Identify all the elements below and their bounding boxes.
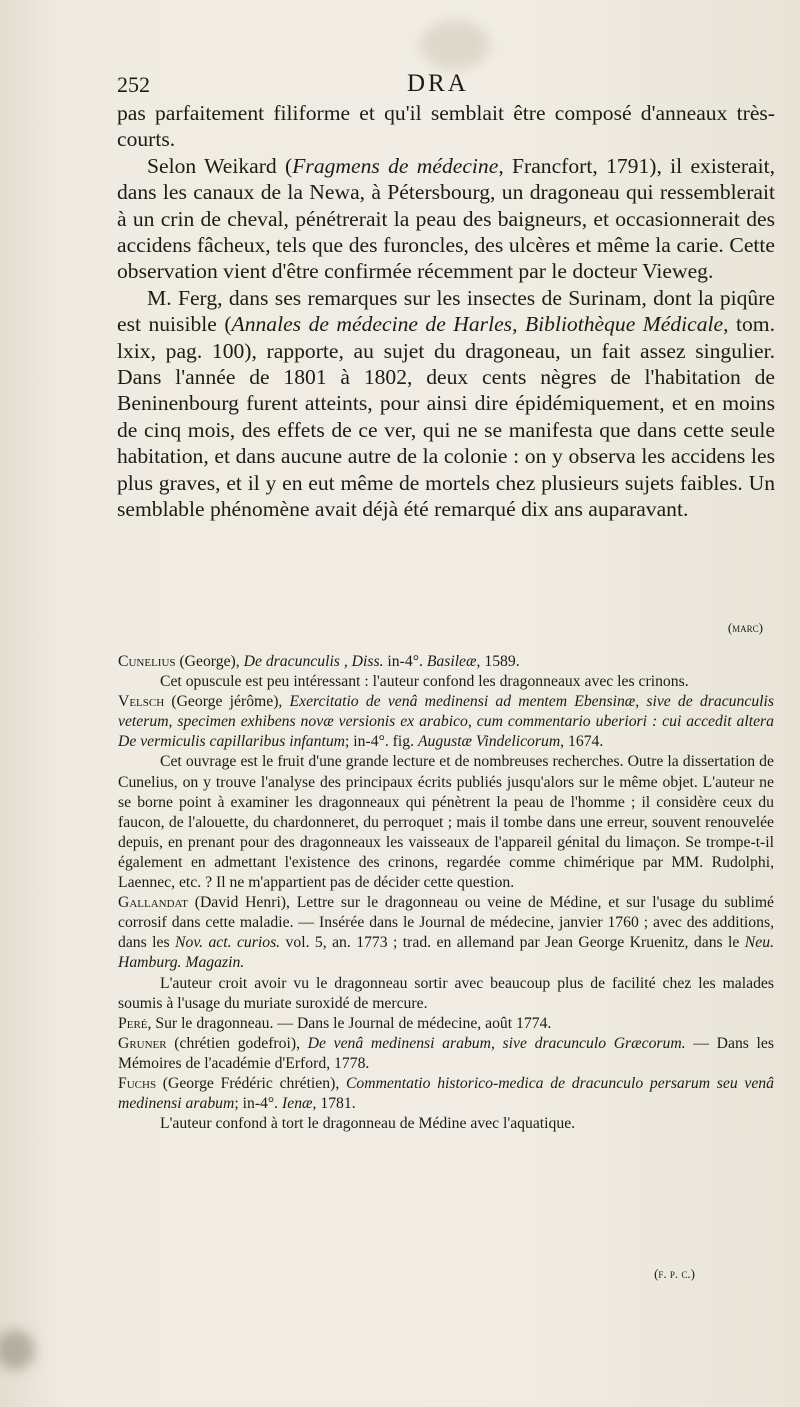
entry-text: , Sur le dragonneau. — Dans le Journal de médecine, août 1774. xyxy=(147,1014,552,1032)
entry-place: Augustæ Vindelicorum xyxy=(417,733,561,751)
main-text xyxy=(117,100,775,523)
paper-stain xyxy=(420,20,490,70)
biblio-note: L'auteur croit avoir vu le dragonneau sortir avec beaucoup plus de facilité chez les malades soumis à l'usage du muriate suroxidé de mercure. xyxy=(118,974,774,1012)
author-signature: (f. p. c.) xyxy=(654,1266,695,1281)
biblio-note: Cet ouvrage est le fruit d'une grande lecture et de nombreuses recherches. Outre la dissertation de Cunelius, on y trouve l'analyse des principaux écrits publiés jusqu'alors sur le même objet. L'auteur ne se borne point à examiner les dragonneaux qui pénètrent la peau de l'homme ; il considère ceux du faucon, de l'alouette, du chardonneret, du perroquet ; mais il tombe dans une erreur, souvent renouvelée depuis, en prenant pour des dragonneaux les vaisseaux de l'appareil génital du limaçon. Se trompe-t-il également en admettant l'existence des crinons, regardée comme chimérique par MM. Rudolphi, Laennec, etc. ? Il ne m'appartient pas de décider cette question. xyxy=(118,753,774,892)
author-signature: (marc) xyxy=(727,620,763,635)
paragraph-1: pas parfaitement filiforme et qu'il semblait être composé d'anneaux très-courts. xyxy=(117,101,775,152)
entry-text: , 1589. xyxy=(476,653,520,670)
entry-author: Peré xyxy=(118,1014,148,1032)
paragraph-2-text: , Francfort, 1791), il existerait, dans les canaux de la Newa, à Pétersbourg, un dragoneau qui ressemblerait à un crin de cheval, pénétrerait la peau des baigneurs, et occasionnerait des accidens fâcheux, tels que des furoncles, des ulcères et même la carie. Cette observation vient d'être confirmée récemment par le docteur Vieweg. xyxy=(117,153,775,284)
book-title: Annales de médecine de Harles, Bibliothèque Médicale xyxy=(231,312,724,337)
book-title: Fragmens de médecine xyxy=(292,153,499,178)
biblio-note: L'auteur confond à tort le dragonneau de Médine avec l'aquatique. xyxy=(160,1115,576,1133)
entry-author: Cunelius xyxy=(118,653,176,670)
entry-text: , 1781. xyxy=(312,1095,356,1113)
biblio-entry xyxy=(118,1034,774,1074)
entry-title: Exercitatio de venâ medinensi ad mentem Ebensinæ, sive de dracunculis veterum, specimen exhibens novæ versionis ex arabico, cum commentario uberiori : cui accedit altera De vermiculis capillaribus infantum xyxy=(118,693,774,751)
entry-author: Velsch xyxy=(118,693,165,711)
biblio-entry xyxy=(118,1014,774,1034)
entry-text: vol. 5, an. 1773 ; trad. en allemand par Jean George Kruenitz, dans le xyxy=(280,934,745,952)
page-number: 252 xyxy=(117,72,150,97)
entry-text: (George Frédéric chrétien), xyxy=(156,1074,346,1092)
entry-author: Fuchs xyxy=(118,1074,157,1092)
entry-title: De dracunculis , Diss. xyxy=(243,653,384,670)
entry-place: Basileæ xyxy=(426,653,477,670)
bibliography xyxy=(118,652,774,1134)
paragraph-2-text: Selon Weikard ( xyxy=(147,153,293,178)
entry-text: in-4°. xyxy=(383,653,427,670)
entry-text: (David Henri), Lettre sur le dragonneau ou veine de Médine, et sur l'usage du sublimé corrosif dans cette maladie. — Insérée dans le Journal de médecine, janvier 1760 ; avec des additions, dans les xyxy=(118,894,774,952)
entry-author: Gallandat xyxy=(118,894,188,912)
paragraph-3-text: , tom. lxix, pag. 100), rapporte, au sujet du dragoneau, un fait assez singulier. Dans l'année de 1801 à 1802, deux cents nègres de l'habitation de Beninenbourg furent atteints, pour ainsi dire épidémiquement, et en moins de cinq mois, des effets de ce ver, qui ne se manifesta que dans cette seule habitation, et dans aucune autre de la colonie : on y observa les accidens les plus graves, et il y en eut même de mortels chez plusieurs sujets faibles. Un semblable phénomène avait déjà été remarqué dix ans auparavant. xyxy=(117,312,775,522)
paragraph-3-text: M. Ferg, dans ses remarques sur les insectes de Surinam, dont la piqûre est nuisible ( xyxy=(117,285,775,337)
biblio-entry xyxy=(118,893,774,973)
biblio-note: Cet opuscule est peu intéressant : l'auteur confond les dragonneaux avec les crinons. xyxy=(160,673,689,691)
paragraph-2 xyxy=(117,153,775,285)
entry-author: Gruner xyxy=(118,1034,167,1052)
entry-text: ; in-4°. fig. xyxy=(345,733,418,751)
entry-title: Nov. act. curios. xyxy=(175,934,281,952)
entry-text: , 1674. xyxy=(560,733,604,751)
entry-text: (chrétien godefroi), xyxy=(166,1034,308,1052)
running-head: DRA xyxy=(407,70,469,97)
entry-text: — Dans les Mémoires de l'académie d'Erford, 1778. xyxy=(118,1034,774,1072)
entry-title: Neu. Hamburg. Magazin. xyxy=(118,934,774,972)
paragraph-3 xyxy=(117,285,775,523)
page-header xyxy=(117,72,757,102)
entry-text: (George), xyxy=(175,653,244,670)
biblio-entry xyxy=(118,652,774,672)
biblio-entry xyxy=(118,692,774,752)
entry-text: ; in-4°. xyxy=(234,1095,283,1113)
biblio-entry xyxy=(118,1074,774,1114)
paper-stain xyxy=(0,1330,35,1370)
entry-title: Commentatio historico-medica de dracunculo persarum seu venâ medinensi arabum xyxy=(118,1074,774,1113)
entry-text: (George jérôme), xyxy=(164,693,290,711)
entry-place: Ienæ xyxy=(282,1095,313,1113)
entry-title: De venâ medinensi arabum, sive dracunculo Græcorum. xyxy=(307,1034,686,1052)
